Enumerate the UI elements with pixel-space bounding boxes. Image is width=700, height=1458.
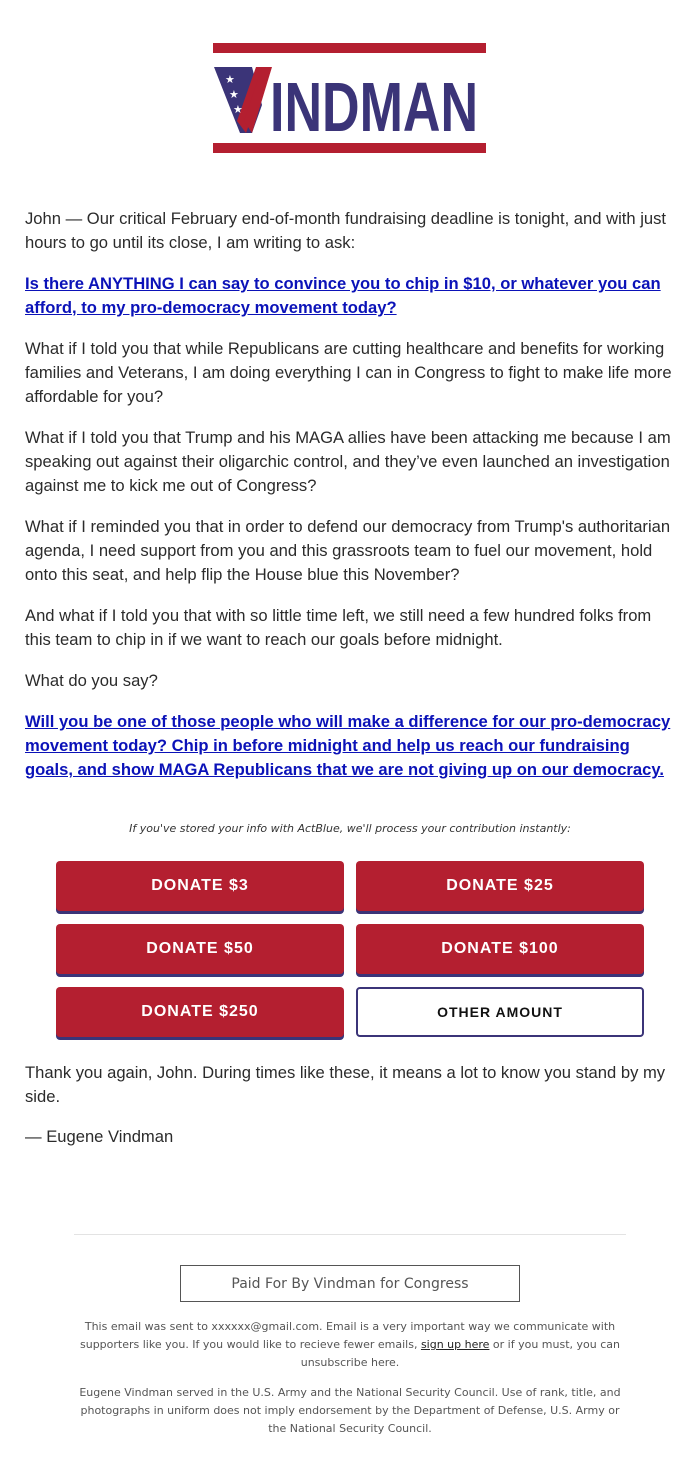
time-paragraph: And what if I told you that with so little time left, we still need a few hundred folks from this team to chip in if we want to reach our goals before midnight. <box>25 606 652 649</box>
signature: — Eugene Vindman <box>25 1127 174 1146</box>
signup-link[interactable]: sign up here <box>420 1338 490 1351</box>
footer-disclaimer: Eugene Vindman served in the U.S. Army and the National Security Council. Use of rank, title, and photographs in uniform does not imply endorsement by the Department of Defense, U.S. Army or the National Security Council. <box>79 1386 621 1435</box>
thanks-paragraph: Thank you again, John. During times like these, it means a lot to know you stand by my side. <box>25 1063 666 1106</box>
donate-100-button[interactable]: DONATE $100 <box>356 924 644 974</box>
donate-ask-link-2[interactable]: Will you be one of those people who will make a difference for our pro-democracy movement today? Chip in before midnight and help us reach our fundraising goals, and show MAGA Republicans that we are not giving up on our democracy. <box>25 712 671 779</box>
footer-sent-text <box>75 1318 625 1372</box>
closing <box>25 1061 673 1165</box>
vindman-logo <box>212 43 488 155</box>
svg-text:★: ★ <box>233 103 243 116</box>
svg-text:★: ★ <box>225 73 235 86</box>
donate-3-button[interactable]: DONATE $3 <box>56 861 344 911</box>
footer-sent-pre: This email was sent to xxxxxx@gmail.com. Email is a very important way we communicate with supporters like you. If you would like to recieve fewer emails, <box>80 1320 616 1351</box>
svg-text:★: ★ <box>229 88 239 101</box>
donate-25-button[interactable]: DONATE $25 <box>356 861 644 911</box>
donate-50-button[interactable]: DONATE $50 <box>56 924 344 974</box>
other-amount-button[interactable]: OTHER AMOUNT <box>356 987 644 1037</box>
actblue-note: If you've stored your info with ActBlue, we'll process your contribution instantly: <box>129 822 571 835</box>
healthcare-paragraph: What if I told you that while Republicans are cutting healthcare and benefits for working families and Veterans, I am doing everything I can in Congress to fight to make life more affordable for you? <box>25 339 672 406</box>
intro-paragraph: John — Our critical February end-of-month fundraising deadline is tonight, and with just hours to go until its close, I am writing to ask: <box>25 209 667 252</box>
paid-for-box: Paid For By Vindman for Congress <box>180 1265 520 1302</box>
footer-divider <box>74 1234 626 1235</box>
footer-sent-post: or if you must, you can unsubscribe here. <box>300 1338 620 1369</box>
logo-wordmark: INDMAN <box>270 68 478 146</box>
donate-ask-link-1[interactable]: Is there ANYTHING I can say to convince you to chip in $10, or whatever you can afford, to my pro-democracy movement today? <box>25 274 661 317</box>
democracy-paragraph: What if I reminded you that in order to defend our democracy from Trump's authoritarian agenda, I need support from you and this grassroots team to fuel our movement, hold onto this seat, and help flip the House blue this November? <box>25 517 671 584</box>
maga-paragraph: What if I told you that Trump and his MAGA allies have been attacking me because I am speaking out against their oligarchic control, and they’ve even launched an investigation against me to kick me out of Congress? <box>25 428 671 495</box>
email-body <box>25 207 673 799</box>
what-do-you-say: What do you say? <box>25 671 158 690</box>
donate-250-button[interactable]: DONATE $250 <box>56 987 344 1037</box>
